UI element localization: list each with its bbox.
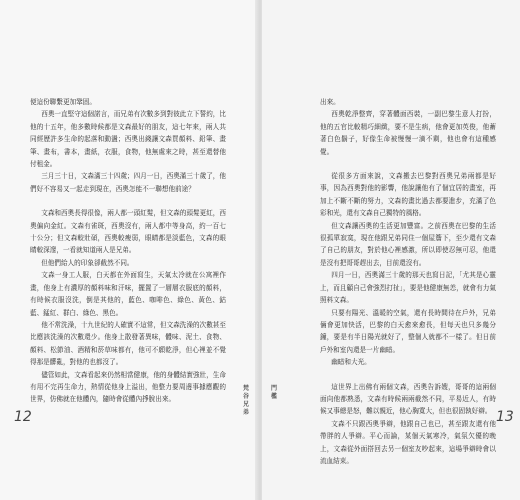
left-page-number: 12 (14, 409, 32, 425)
paragraph: 三月三十日，文森滿三十四歲；四月一日，西奧滿三十歲了，他們好不容易又一起走到現在，西奧怎能不一聯想他前途？ (30, 172, 226, 193)
paragraph: 文森一身工人服，白天都在外面寫生，天氣太冷就在公寓裡作畫，他身上有濃厚的顏料味和汗味，擺置了一層層衣服底的顏料，有時候衣服沒洗，倒是其他的，藍色、咖啡色、綠色、黃色、鈷藍、錳紅、群白、綠色、黑色。 (30, 271, 226, 317)
paragraph: 但文森讓西奧的生活更加豐富。之前西奧在巴黎的生活很孤單寂寞，現在他跟兄弟同住一個屋簷下，至少還有文森了自己的朋友，對於他心裡感激，所以即使忍無可忍，他還是沒有把哥哥趕出去，目前還沒有。 (320, 221, 496, 267)
right-page (262, 0, 520, 500)
right-page-body (320, 96, 496, 467)
paragraph: 西奧一直堅守這個諾言，而兄弟有次數多到對彼此立下誓約，比他的十五年，他多數時候都是文森最好的朋友，這七年來，兩人共同經歷許多生命的起落和動盪；西奧出錢讓文森買顏料、鉛筆、畫筆、畫布，書本，畫紙，衣服，食物，他無處來之時，甚至還替他付租金。 (30, 110, 226, 169)
right-page-number: 13 (496, 409, 514, 425)
left-page (0, 0, 258, 500)
left-running-head: 梵谷兄弟 (242, 385, 249, 416)
paragraph: 他不常洗澡，十九世紀的人確實不這常，但文森洗澡的次數甚至比應該洗澡的次數還少。他身上散發著異味，體味、泥土、食物、顏料、松節油、酒精和菸草味都有，他可不願乾淨，但心裡並不覺得那是髒亂，對他的也都沒了。 (30, 320, 226, 367)
paragraph: 只要有陽光、溫暖的空氣，還有長時間待在戶外，兄弟倆會更加快活，巴黎的白天愈來愈長，但每天也只多幾分鐘，要是有半日陽光就好了，整個人就都不一樣了。但日前戶外和室內還是一片幽暗。 (320, 308, 496, 354)
paragraph: 四月一日，西奧滿三十歲的那天也寫日記，「尤其是心靈上，而且顧自己會強烈打扯」，要是他健康無恙，就會有力氣照料文森。 (320, 271, 496, 305)
paragraph: 文森和西奧長得很像，兩人都一頭紅髮，但文森的頭髮更紅，西奧偏向金紅。文森有雀斑，西奧沒有，兩人都中等身高，約一百七十公分；但文森較壯碩，西奧較瘦弱，眼睛都是淡藍色，文森的眼睛較深邃，一看就知道兩人是兄弟。 (30, 209, 226, 255)
paragraph: 這世界上出佛有兩個文森，西奧告訴嫂，哥哥的這兩個面向他都熟悉，文森有時候兩兩截然不同，平易近人，有時候又事總是怒，難以親近，他心胸寬大，但也很固執好辯。 (320, 382, 496, 416)
paragraph: 幽暗和大光。 (331, 358, 371, 367)
paragraph: 儘管如此，文森看起來仍然相當健康，他的身體結實強壯，生命有用不完再生命力，熱情從他身上溢出，他整力要周邊事據應觀的世界，仿佛就在他體內，隨時會從體內掙脫出來。 (30, 370, 226, 404)
paragraph: 從很多方面來說，文森搬去巴黎對西奧兄弟兩都是好事，因為西奧對他的影響，他說讓他有了個宜居的畫室，再加上不斷不斷的努力，文森的畫比過去都要進步，充滿了色彩和光，還有文森自己獨特的風格。 (320, 172, 496, 218)
paragraph: 便這份聯繫更加鞏固。 (30, 98, 96, 106)
paragraph: 西奧乾淨整齊，穿著體面西裝，一副巴黎生意人打扮，他的五官比較精巧細緻，要不是生病，他會更加英俊，他蓄著白色鬍子，好像生命被慢慢一滴不剩，他也會有這種感覺。 (320, 110, 496, 156)
right-running-head: 門檻 (270, 385, 277, 400)
left-page-body (30, 96, 226, 406)
paragraph: 出來。 (320, 98, 340, 106)
paragraph: 但他們給人的印象卻截然不同。 (41, 258, 134, 267)
paragraph: 文森不只跟西奧爭辯，他跟自己也已，甚至跟友還有他帶胖的人爭辯。平心而論，某個天氣寒冷，氣氛欠優的晚上，文森從外面搭回去另一個室友吵起來，這場爭辯時會以流血結束。 (320, 419, 496, 465)
